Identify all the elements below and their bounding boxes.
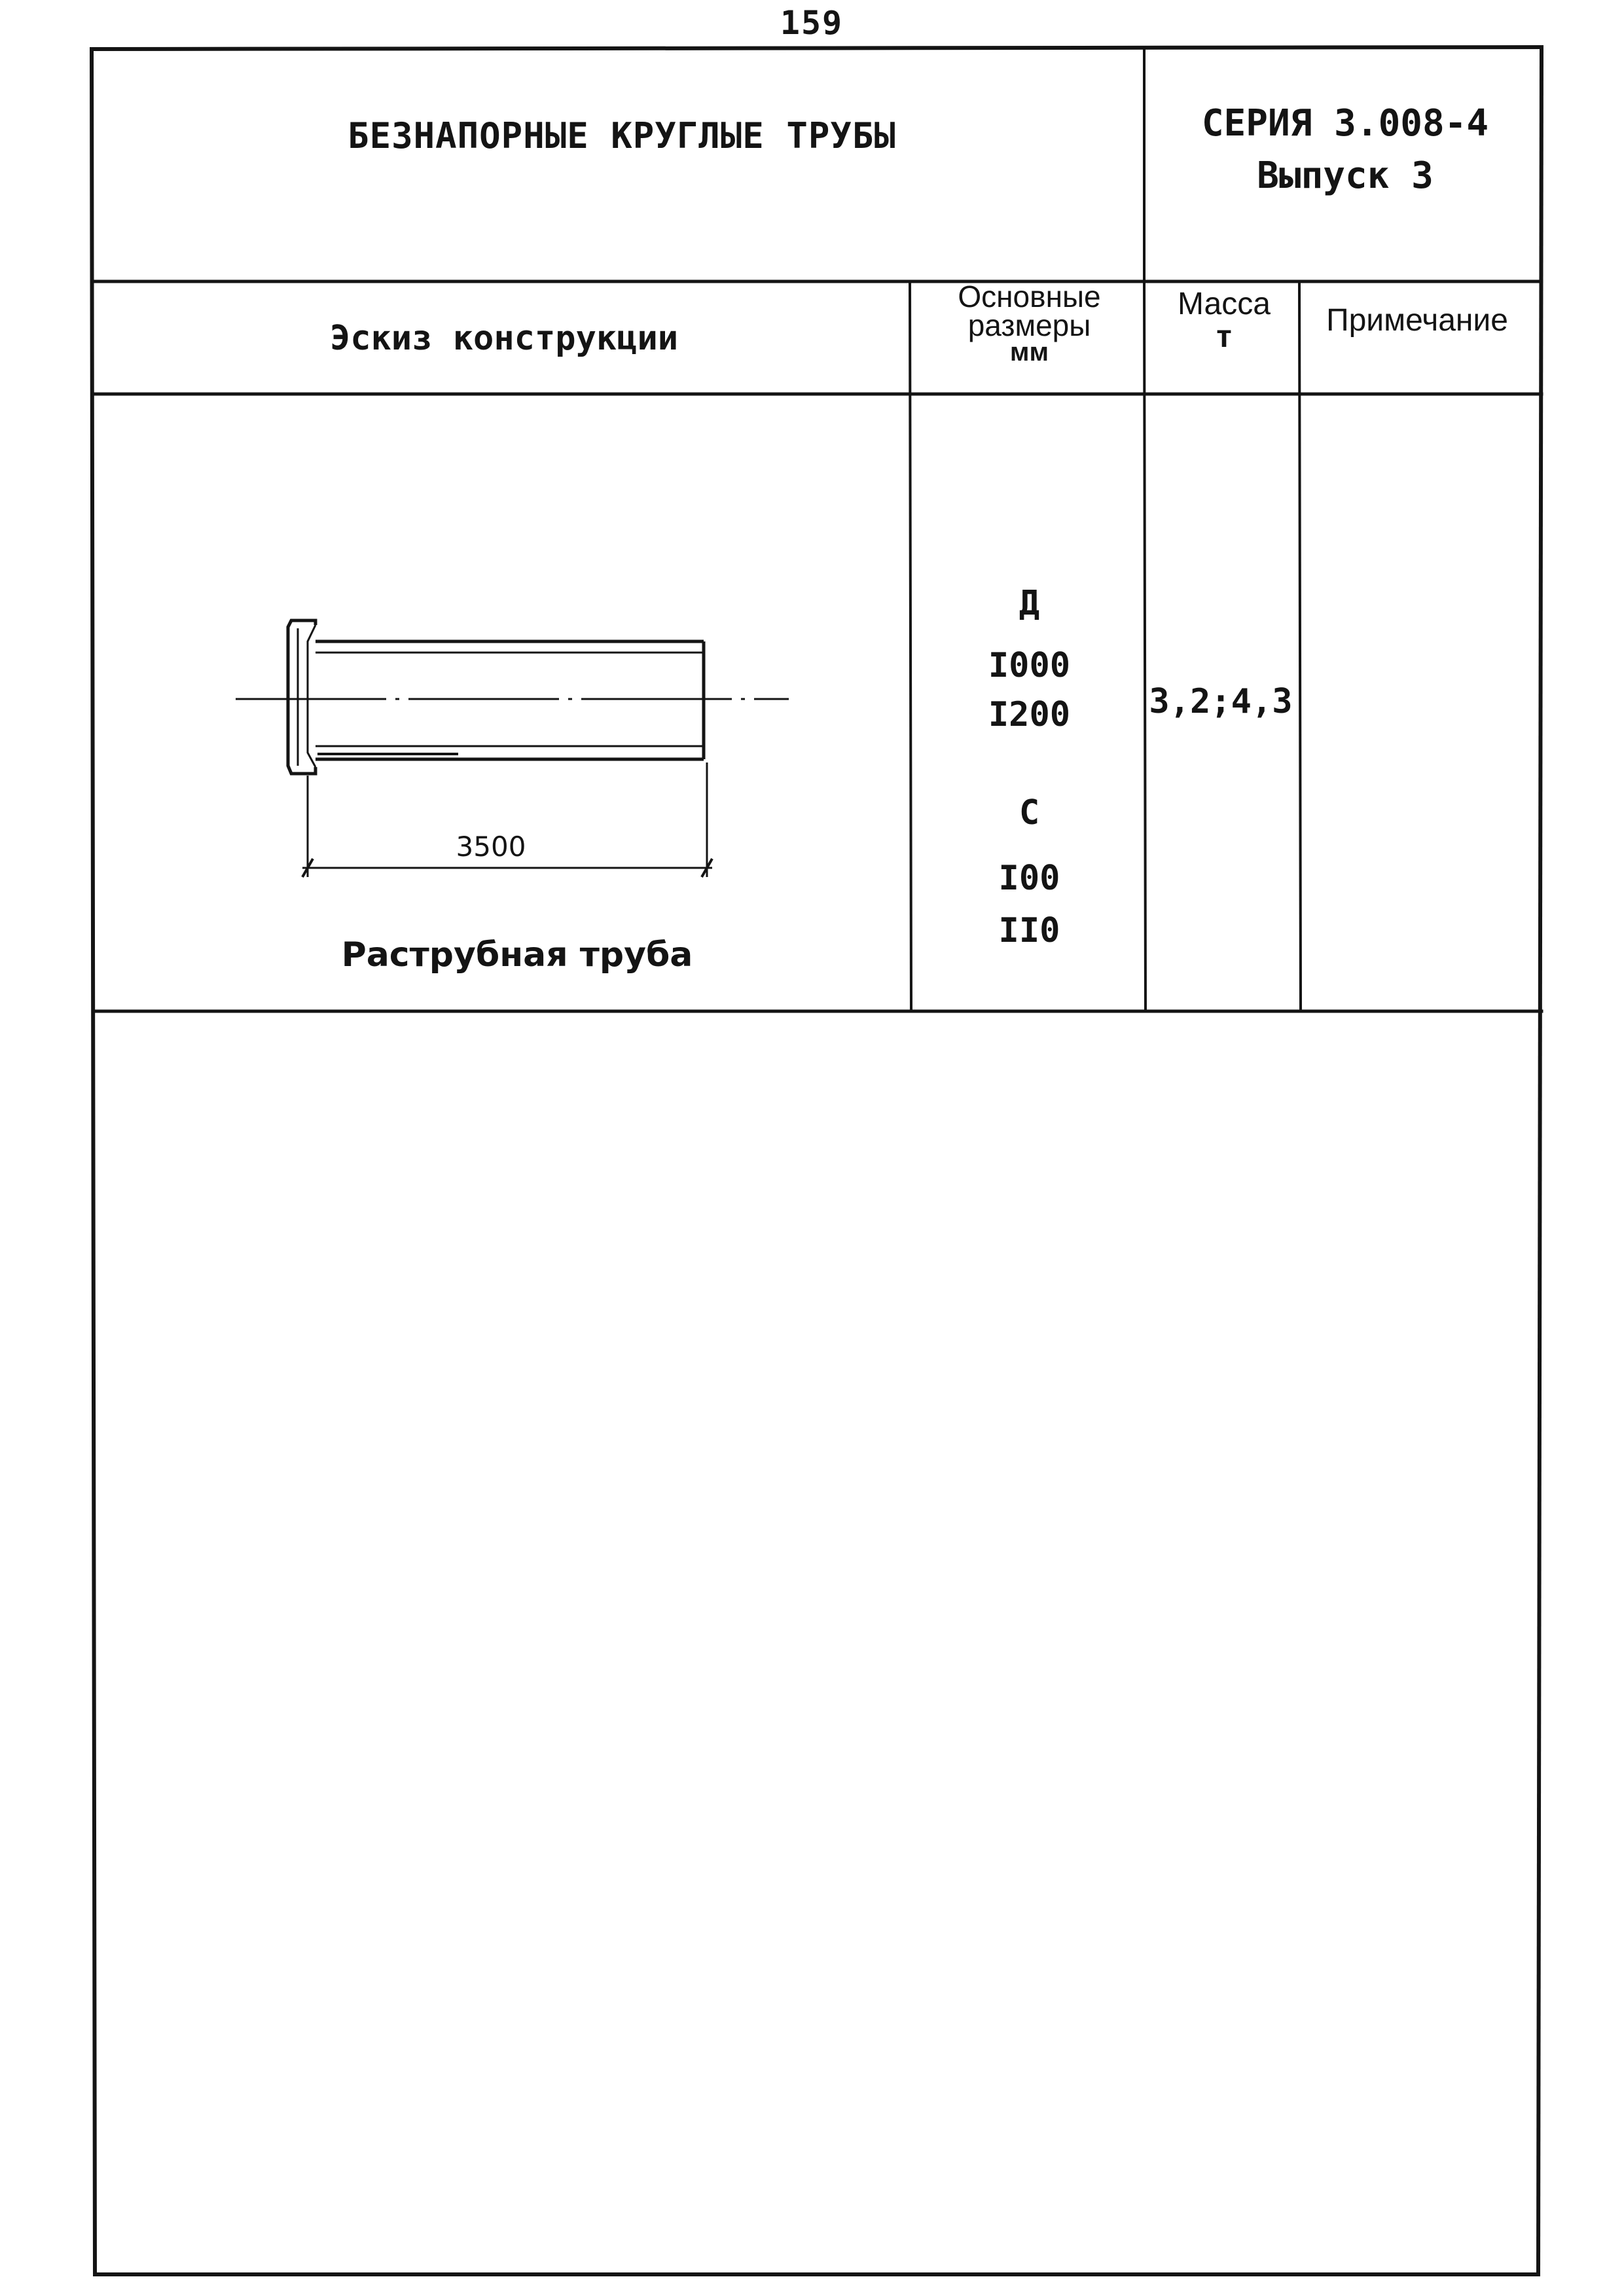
column-header-note: Примечание (1326, 303, 1508, 338)
issue-number: Выпуск 3 (1257, 154, 1434, 197)
pipe-length-label: 3500 (456, 831, 526, 863)
column-header-mass-line-1: Масса (1178, 287, 1271, 321)
dimension-d-value-2: I200 (988, 695, 1071, 734)
column-header-dimensions (913, 279, 1146, 367)
column-line-mass (1299, 281, 1301, 1011)
dimension-d-value-1: I000 (988, 646, 1071, 685)
dimension-s-label: С (1019, 793, 1040, 833)
column-header-dimensions-line-3: мм (1009, 338, 1049, 367)
column-header-sketch: Эскиз конструкции (329, 319, 679, 358)
page-number: 159 (780, 4, 844, 42)
column-header-mass-line-2: т (1216, 319, 1232, 355)
sketch-caption: Раструбная труба (341, 935, 693, 975)
dimension-s-value-2: II0 (998, 911, 1060, 950)
column-header-dimensions-line-2: размеры (967, 308, 1091, 342)
document-title: БЕЗНАПОРНЫЕ КРУГЛЫЕ ТРУБЫ (348, 115, 896, 156)
frame-right-line (1538, 47, 1542, 2274)
dimension-s-value-1: I00 (998, 859, 1060, 898)
column-header-dimensions-line-1: Основные (958, 279, 1101, 314)
series-number: СЕРИЯ 3.008-4 (1201, 102, 1489, 145)
column-line-dimensions (1144, 281, 1146, 1011)
frame-left-line (92, 49, 95, 2274)
frame-top-line (92, 47, 1542, 49)
mass-value: 3,2;4,3 (1149, 682, 1293, 721)
column-header-mass (1149, 288, 1299, 354)
column-line-sketch (910, 281, 911, 1011)
dimension-d-label: Д (1019, 584, 1040, 623)
